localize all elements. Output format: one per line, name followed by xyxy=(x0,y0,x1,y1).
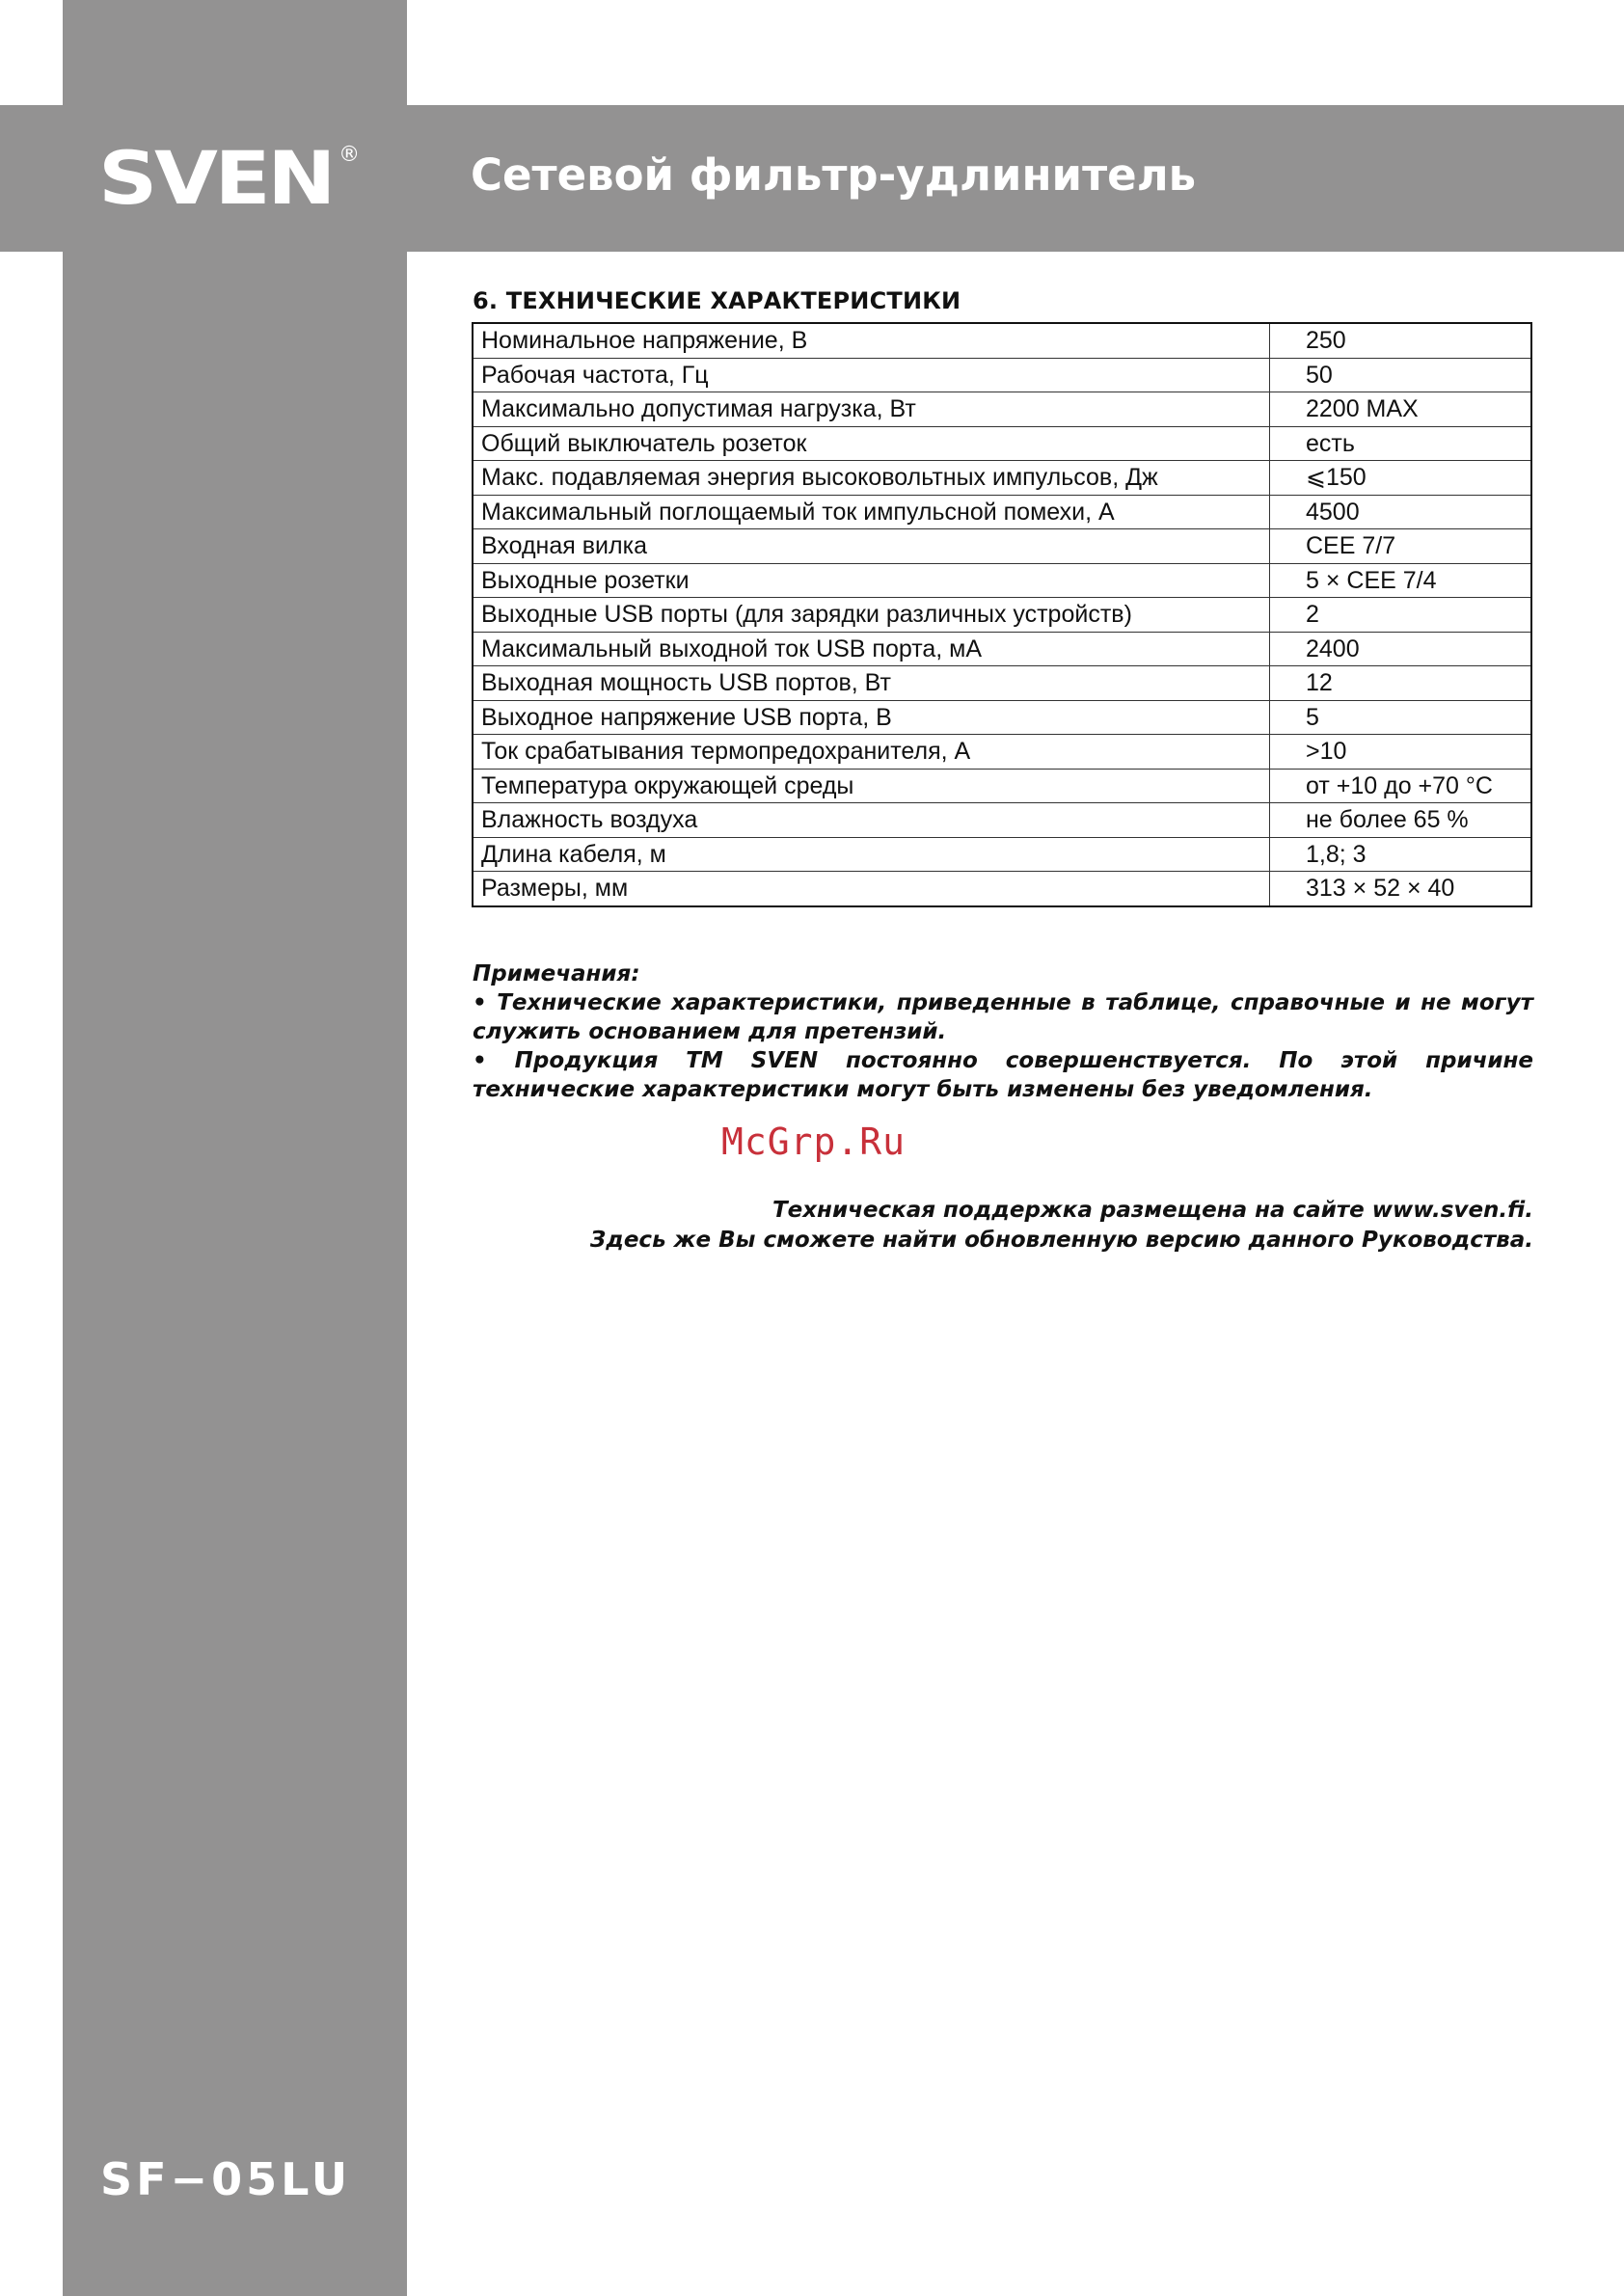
table-row xyxy=(473,735,1531,770)
section-title: 6. ТЕХНИЧЕСКИЕ ХАРАКТЕРИСТИКИ xyxy=(473,287,961,314)
spec-value: 5 xyxy=(1270,700,1532,735)
specs-table-body xyxy=(473,323,1531,906)
spec-param: Рабочая частота, Гц xyxy=(473,358,1270,392)
spec-value: 12 xyxy=(1270,666,1532,701)
notes-heading: Примечания: xyxy=(473,961,640,986)
table-row xyxy=(473,666,1531,701)
table-row xyxy=(473,358,1531,392)
spec-value: есть xyxy=(1270,426,1532,461)
note-item: • Технические характеристики, приведенные в таблице, справочные и не могут служить основанием для претензий. xyxy=(473,990,1533,1044)
spec-param: Ток срабатывания термопредохранителя, А xyxy=(473,735,1270,770)
spec-param: Макс. подавляемая энергия высоковольтных импульсов, Дж xyxy=(473,461,1270,496)
spec-value: 4500 xyxy=(1270,495,1532,529)
spec-value: 50 xyxy=(1270,358,1532,392)
table-row xyxy=(473,700,1531,735)
watermark-link[interactable]: McGrp.Ru xyxy=(721,1121,907,1163)
sven-logo xyxy=(98,135,360,222)
spec-param: Выходные USB порты (для зарядки различных устройств) xyxy=(473,598,1270,633)
logo-text: SVEN xyxy=(98,135,334,221)
table-row xyxy=(473,461,1531,496)
model-name: SF−05LU xyxy=(100,2153,352,2205)
note-item: • Продукция ТМ SVEN постоянно совершенствуется. По этой причине технические характеристики могут быть изменены без уведомления. xyxy=(473,1048,1533,1102)
table-row xyxy=(473,803,1531,838)
spec-param: Выходные розетки xyxy=(473,563,1270,598)
side-bar xyxy=(63,0,407,2296)
spec-value: 250 xyxy=(1270,323,1532,358)
spec-value: от +10 до +70 °С xyxy=(1270,769,1532,803)
spec-param: Максимальный выходной ток USB порта, мА xyxy=(473,632,1270,666)
spec-value: 5 × CEE 7/4 xyxy=(1270,563,1532,598)
support-block xyxy=(473,1196,1533,1256)
spec-param: Максимально допустимая нагрузка, Вт xyxy=(473,392,1270,427)
notes-block xyxy=(473,959,1533,1104)
spec-value: 313 × 52 × 40 xyxy=(1270,872,1532,906)
spec-value: 2 xyxy=(1270,598,1532,633)
spec-param: Выходное напряжение USB порта, В xyxy=(473,700,1270,735)
table-row xyxy=(473,837,1531,872)
spec-param: Номинальное напряжение, В xyxy=(473,323,1270,358)
table-row xyxy=(473,769,1531,803)
spec-value: 2200 MAX xyxy=(1270,392,1532,427)
table-row xyxy=(473,426,1531,461)
spec-param: Входная вилка xyxy=(473,529,1270,564)
spec-value: CEE 7/7 xyxy=(1270,529,1532,564)
table-row xyxy=(473,598,1531,633)
spec-param: Длина кабеля, м xyxy=(473,837,1270,872)
table-row xyxy=(473,323,1531,358)
registered-mark: ® xyxy=(338,143,361,167)
table-row xyxy=(473,529,1531,564)
spec-value: 2400 xyxy=(1270,632,1532,666)
page-title: Сетевой фильтр-удлинитель xyxy=(471,149,1197,201)
spec-param: Общий выключатель розеток xyxy=(473,426,1270,461)
specs-table xyxy=(472,322,1532,907)
table-row xyxy=(473,392,1531,427)
support-line: Здесь же Вы сможете найти обновленную версию данного Руководства. xyxy=(589,1228,1533,1253)
support-line: Техническая поддержка размещена на сайте www.sven.fi. xyxy=(771,1198,1533,1223)
table-row xyxy=(473,563,1531,598)
spec-value: не более 65 % xyxy=(1270,803,1532,838)
table-row xyxy=(473,632,1531,666)
spec-param: Влажность воздуха xyxy=(473,803,1270,838)
spec-value: >10 xyxy=(1270,735,1532,770)
table-row xyxy=(473,872,1531,906)
spec-param: Температура окружающей среды xyxy=(473,769,1270,803)
spec-param: Размеры, мм xyxy=(473,872,1270,906)
spec-value: 1,8; 3 xyxy=(1270,837,1532,872)
spec-param: Максимальный поглощаемый ток импульсной помехи, А xyxy=(473,495,1270,529)
spec-value: ⩽150 xyxy=(1270,461,1532,496)
table-row xyxy=(473,495,1531,529)
spec-param: Выходная мощность USB портов, Вт xyxy=(473,666,1270,701)
